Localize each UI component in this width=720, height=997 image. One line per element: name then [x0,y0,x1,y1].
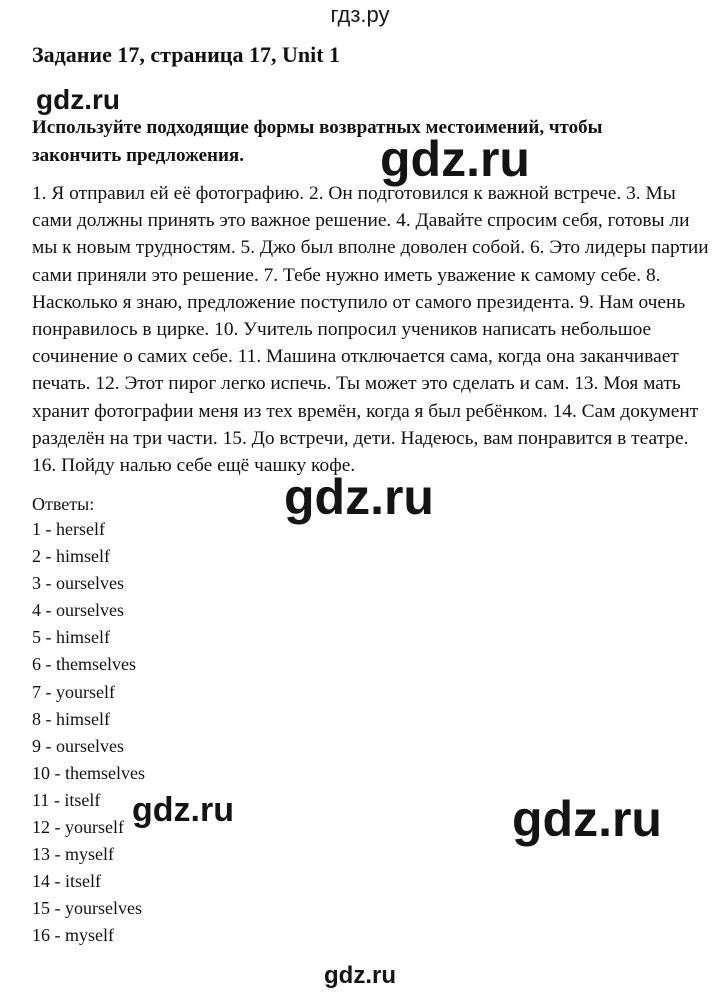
answer-item: 4 - ourselves [32,600,124,621]
answer-item: 12 - yourself [32,817,124,838]
sentences-paragraph: 1. Я отправил ей её фотографию. 2. Он подготовился к важной встрече. 3. Мы сами должны принять это важное решение. 4. Давайте спросим себя, готовы ли мы к новым трудностям. 5. Джо был вполне доволен собой. 6. Это лидеры партии сами приняли это решение. 7. Тебе нужно иметь уважение к самому себе. 8. Насколько я знаю, предложение поступило от самого президента. 9. Нам очень понравилось в цирке. 10. Учитель попросил учеников написать небольшое сочинение о самих себе. 11. Машина отключается сама, когда она заканчивает печать. 12. Этот пирог легко испечь. Ты может это сделать и сам. 13. Моя мать хранит фотографии меня из тех времён, когда я был ребёнком. 14. Сам документ разделён на три части. 15. До встречи, дети. Надеюсь, вам понравится в театре. 16. Пойду налью себе ещё чашку кофе. [32,183,709,477]
answer-item: 2 - himself [32,546,110,567]
answer-item: 13 - myself [32,844,114,865]
answer-item: 10 - themselves [32,762,145,783]
task-title: Задание 17, страница 17, Unit 1 [32,42,341,67]
watermark: gdz.ru [324,962,396,989]
answer-item: 11 - itself [32,789,101,810]
answer-item: 3 - ourselves [32,573,124,594]
answers-label: Ответы: [32,494,95,514]
watermark: gdz.ru [132,791,234,829]
answer-item: 14 - itself [32,871,101,892]
answer-item: 8 - himself [32,708,110,729]
watermark: gdz.ru [36,84,120,115]
answers-list [32,516,145,950]
answer-item: 15 - yourselves [32,898,142,919]
answer-item: 9 - ourselves [32,735,124,756]
answer-item: 1 - herself [32,519,105,539]
site-header: гдз.ру [330,2,390,27]
answer-item: 16 - myself [32,925,114,946]
watermark: gdz.ru [512,791,662,847]
watermark: gdz.ru [284,469,434,525]
task-instruction: Используйте подходящие формы возвратных местоимений, чтобы закончить предложения. [32,117,603,166]
answer-item: 6 - themselves [32,654,136,675]
answer-item: 5 - himself [32,627,110,648]
answer-item: 7 - yourself [32,681,115,702]
watermark: gdz.ru [380,131,530,187]
